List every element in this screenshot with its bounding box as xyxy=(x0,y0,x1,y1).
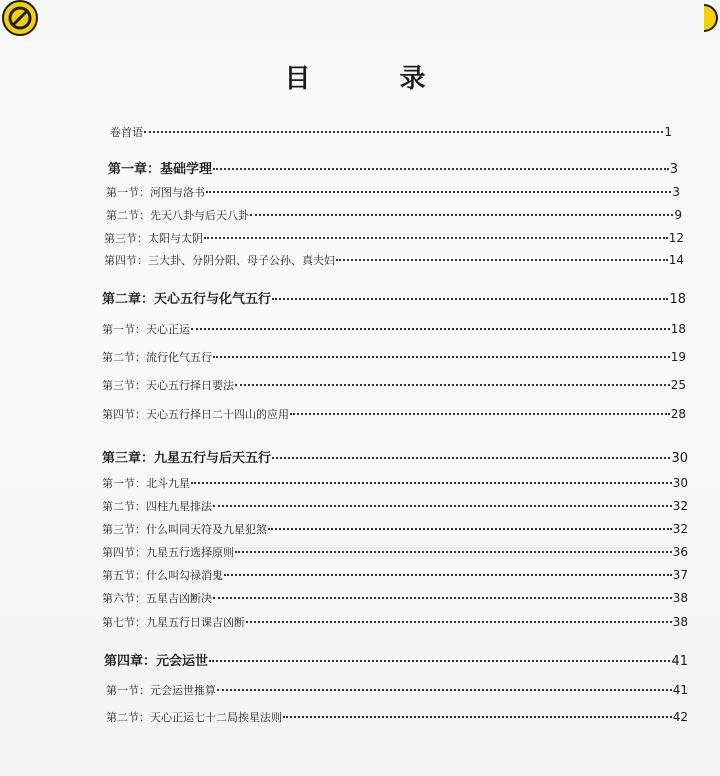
leader-dots xyxy=(213,505,672,507)
toc-entry-page: 41 xyxy=(671,654,688,669)
toc-entry-label: 第三节：太阳与太阴 xyxy=(104,232,203,245)
toc-entry-page: 12 xyxy=(668,231,684,245)
toc-entry-label: 第二节：天心正运七十二局挨星法则 xyxy=(106,711,282,724)
toc-entry-label: 第四节：三大卦、分阴分阳、母子公孙、真夫妇 xyxy=(104,254,335,267)
toc-section[interactable] xyxy=(102,590,688,607)
toc-entry-page: 38 xyxy=(672,615,688,629)
toc-entry-page: 19 xyxy=(670,350,686,364)
toc-section[interactable] xyxy=(102,406,686,423)
toc-entry-page: 3 xyxy=(669,162,678,177)
leader-dots xyxy=(224,574,672,576)
leader-dots xyxy=(213,597,672,599)
leader-dots xyxy=(250,214,673,216)
toc-entry-label: 第四章：元会运世 xyxy=(104,654,209,669)
toc-entry-page: 30 xyxy=(672,476,688,490)
leader-dots xyxy=(272,298,668,300)
leader-dots xyxy=(191,482,672,484)
leader-dots xyxy=(209,660,670,662)
toc-entry-label: 第三章：九星五行与后天五行 xyxy=(102,451,272,466)
toc-entry-label: 第四节：天心五行择日二十四山的应用 xyxy=(102,408,289,421)
toc-chapter-1[interactable] xyxy=(108,162,678,178)
toc-entry-page: 14 xyxy=(668,253,684,267)
toc-entry-page: 25 xyxy=(670,378,686,392)
toc-chapter-2[interactable] xyxy=(102,292,686,308)
toc-entry-page: 37 xyxy=(672,568,688,582)
leader-dots xyxy=(235,551,672,553)
toc-section[interactable] xyxy=(102,614,688,631)
toc-entry-page: 42 xyxy=(672,710,688,724)
leader-dots xyxy=(217,689,672,691)
toc-section[interactable] xyxy=(102,475,688,492)
toc-entry-page: 18 xyxy=(669,292,686,307)
toc-entry-label: 第三节：天心五行择日要法 xyxy=(102,379,234,392)
toc-entry-page: 36 xyxy=(672,545,688,559)
leader-dots xyxy=(204,237,668,239)
toc-entry-label: 第一节：河图与洛书 xyxy=(106,186,205,199)
toc-entry-label: 第一节：北斗九星 xyxy=(102,477,190,490)
page-title: 目 录 xyxy=(284,64,466,94)
toc-section[interactable] xyxy=(102,521,688,538)
leader-dots xyxy=(272,457,670,459)
leader-dots xyxy=(290,413,670,415)
toc-entry-label: 第七节：九星五行日课吉凶断 xyxy=(102,616,245,629)
toc-entry-page: 32 xyxy=(672,522,688,536)
toc-entry-label: 卷首语 xyxy=(110,126,143,139)
toc-entry-page: 1 xyxy=(664,125,672,139)
toc-entry-page: 28 xyxy=(670,407,686,421)
toc-chapter-3[interactable] xyxy=(102,451,688,467)
toc-entry-label: 第一节：元会运世推算 xyxy=(106,684,216,697)
toc-entry-label: 第五节：什么叫勾禄消鬼 xyxy=(102,569,223,582)
leader-dots xyxy=(213,168,669,170)
leader-dots xyxy=(268,528,672,530)
toc-entry-preface[interactable] xyxy=(110,124,672,141)
leader-dots xyxy=(283,716,672,718)
leader-dots xyxy=(336,259,668,261)
toc-section[interactable] xyxy=(106,184,680,201)
toc-entry-label: 第二节：先天八卦与后天八卦 xyxy=(106,209,249,222)
leader-dots xyxy=(144,131,663,133)
leader-dots xyxy=(235,384,670,386)
toc-section[interactable] xyxy=(106,207,682,224)
toc-entry-label: 第六节：五星吉凶断决 xyxy=(102,592,212,605)
toc-entry-label: 第四节：九星五行选择原则 xyxy=(102,546,234,559)
toc-entry-page: 9 xyxy=(674,208,682,222)
toc-entry-page: 32 xyxy=(672,499,688,513)
toc-section[interactable] xyxy=(106,682,688,699)
toc-section[interactable] xyxy=(102,498,688,515)
toc-entry-page: 38 xyxy=(672,591,688,605)
toc-section[interactable] xyxy=(102,321,686,338)
toc-section[interactable] xyxy=(106,709,688,726)
toc-entry-page: 30 xyxy=(671,451,688,466)
leader-dots xyxy=(191,328,670,330)
toc-section[interactable] xyxy=(102,377,686,394)
toc-entry-label: 第一节：天心正运 xyxy=(102,323,190,336)
toc-entry-page: 41 xyxy=(672,683,688,697)
toc-entry-label: 第二章：天心五行与化气五行 xyxy=(102,292,272,307)
toc-entry-label: 第三节：什么叫同天符及九星犯煞 xyxy=(102,523,267,536)
toc-chapter-4[interactable] xyxy=(104,654,688,670)
toc-section[interactable] xyxy=(102,349,686,366)
toc-section[interactable] xyxy=(104,252,684,269)
toc-entry-label: 第一章：基础学理 xyxy=(108,162,213,177)
leader-dots xyxy=(206,191,671,193)
toc-entry-page: 18 xyxy=(670,322,686,336)
leader-dots xyxy=(213,356,670,358)
leader-dots xyxy=(246,621,672,623)
toc-section[interactable] xyxy=(104,230,684,247)
toc-entry-label: 第二节：流行化气五行 xyxy=(102,351,212,364)
toc-entry-page: 3 xyxy=(672,185,680,199)
toc-entry-label: 第二节：四柱九星排法 xyxy=(102,500,212,513)
toc-section[interactable] xyxy=(102,544,688,561)
toc-section[interactable] xyxy=(102,567,688,584)
